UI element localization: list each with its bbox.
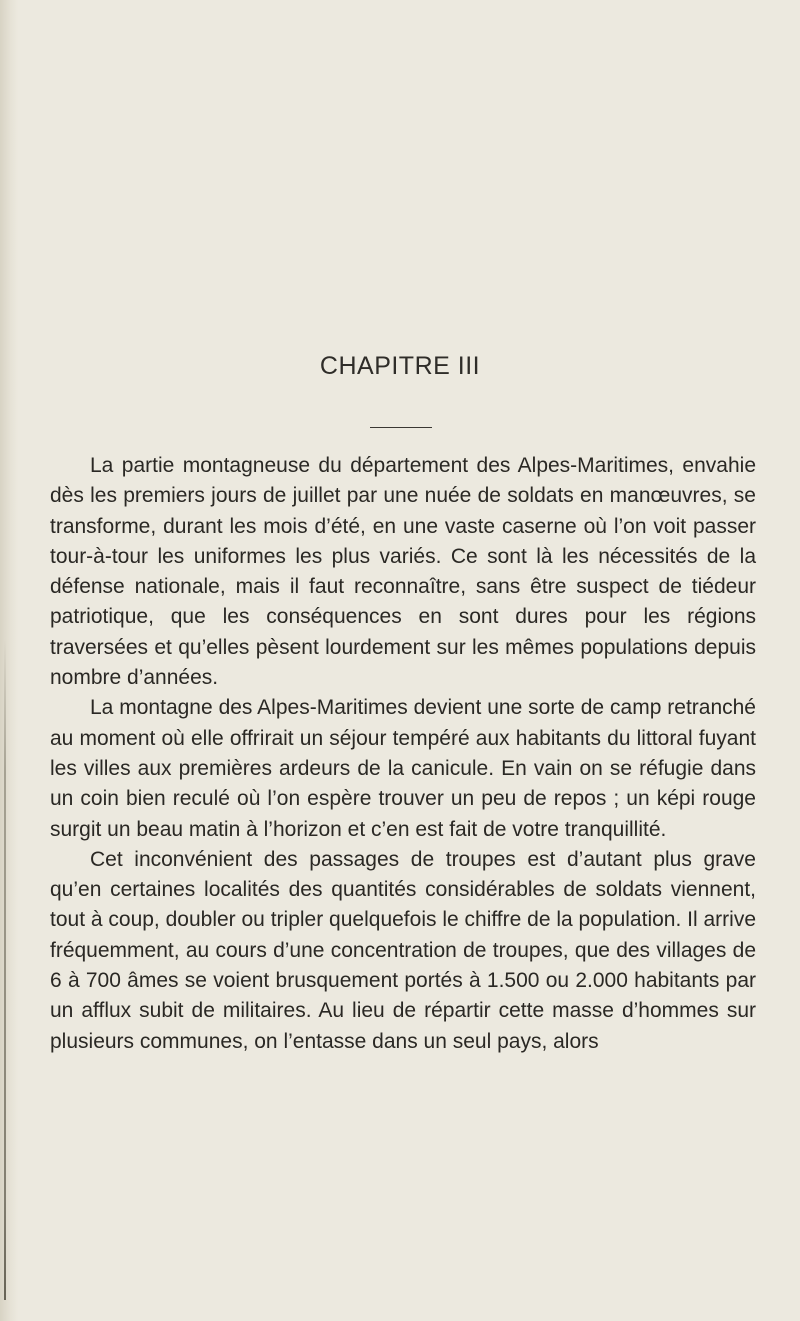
paragraph-2: La montagne des Alpes-Maritimes devient une sorte de camp retranché au moment où elle offrirait un séjour tempéré aux habitants du littoral fuyant les villes aux premières ardeurs de la canicule. En vain on se réfugie dans un coin bien reculé où l’on espère trouver un peu de repos ; un képi rouge surgit un beau matin à l’horizon et c’en est fait de votre tranquillité. (50, 696, 756, 841)
title-divider-rule (370, 427, 432, 428)
paragraph-3: Cet inconvénient des passages de troupes est d’autant plus grave qu’en certaines localités des quantités considérables de soldats viennent, tout à coup, doubler ou tripler quelquefois le chiffre de la population. Il arrive fréquemment, au cours d’une concentration de troupes, que des villages de 6 à 700 âmes se voient brusquement portés à 1.500 ou 2.000 habitants par un afflux subit de militaires. Au lieu de répartir cette masse d’hommes sur plusieurs communes, on l’entasse dans un seul pays, alors (50, 847, 756, 1053)
paragraph-1: La partie montagneuse du département des Alpes-Maritimes, envahie dès les premiers jours de juillet par une nuée de soldats en manœuvres, se transforme, durant les mois d’été, en une vaste caserne où l’on voit passer tour-à-tour les uniformes les plus variés. Ce sont là les nécessités de la défense nationale, mais il faut reconnaître, sans être suspect de tiédeur patriotique, que les conséquences en sont dures pour les régions traversées et qu’elles pèsent lourdement sur les mêmes populations depuis nombre d’années. (50, 454, 756, 690)
body-text (50, 451, 756, 1057)
chapter-title: CHAPITRE III (319, 352, 481, 380)
